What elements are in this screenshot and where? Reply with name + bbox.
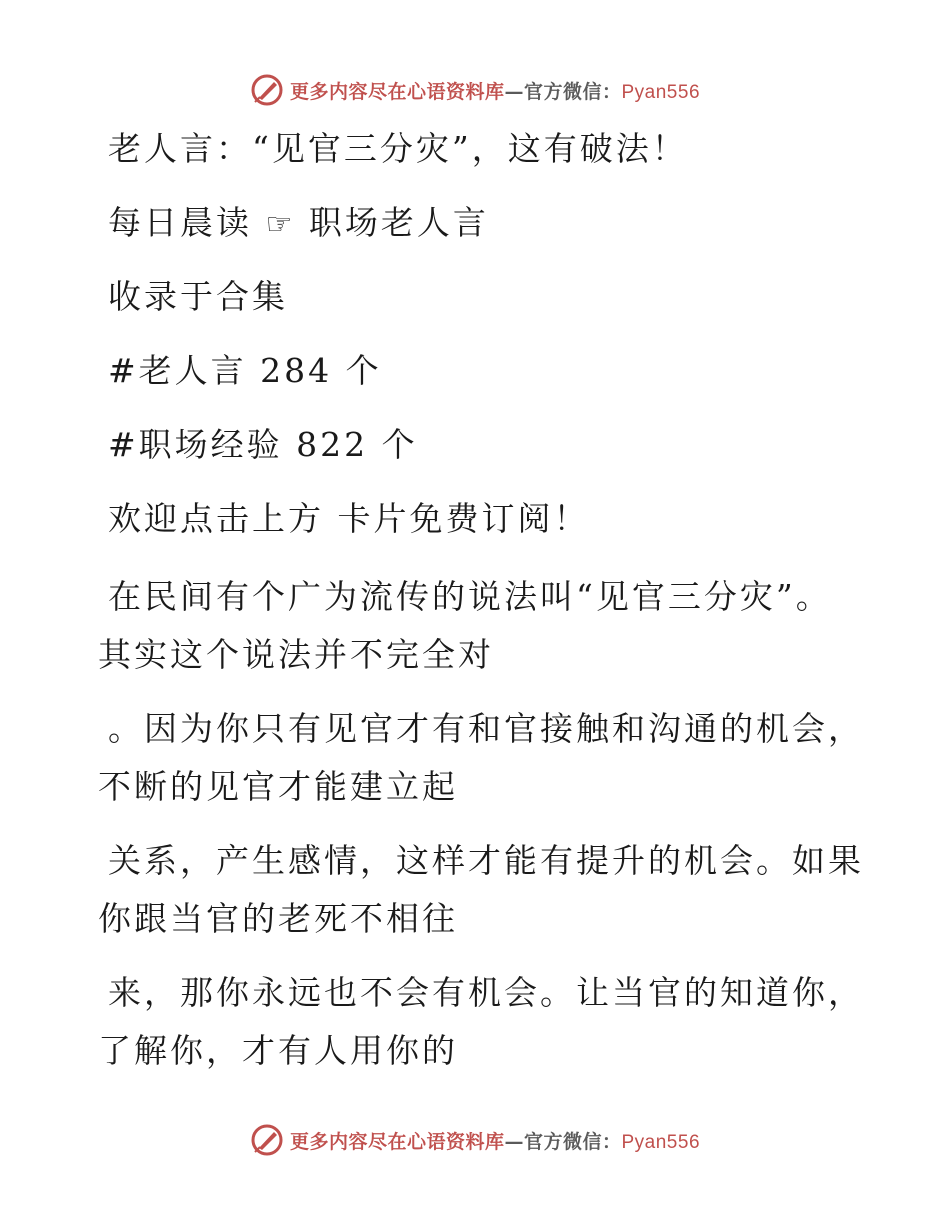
paragraph-2: 。因为你只有见官才有和官接触和沟通的机会， 不断的见官才能建立起 xyxy=(98,709,864,806)
article-body xyxy=(98,120,864,1080)
quill-pen-logo-icon xyxy=(250,73,284,107)
footer-banner xyxy=(0,1120,950,1160)
banner-text: 更多内容尽在心语资料库—官方微信：Pyan556 xyxy=(289,80,701,103)
tag-zhichang[interactable]: #职场经验 822 个 xyxy=(108,425,418,464)
wechat-id: Pyan556 xyxy=(621,81,701,103)
pointing-hand-icon: ☞ xyxy=(265,207,296,242)
paragraph-3: 关系，产生感情，这样才能有提升的机会。如果 你跟当官的老死不相往 xyxy=(98,841,864,938)
banner-text: 更多内容尽在心语资料库—官方微信：Pyan556 xyxy=(289,1130,701,1153)
quill-pen-logo-icon xyxy=(250,1123,284,1157)
paragraph-4: 来，那你永远也不会有机会。让当官的知道你， 了解你，才有人用你的 xyxy=(98,973,864,1070)
series-prefix: 每日晨读 xyxy=(108,203,252,242)
collection-label: 收录于合集 xyxy=(108,277,288,316)
paragraph-1: 在民间有个广为流传的说法叫“见官三分灾”。 其实这个说法并不完全对 xyxy=(98,577,832,674)
subscribe-text: 欢迎点击上方 卡片免费订阅！ xyxy=(108,499,590,538)
wechat-id: Pyan556 xyxy=(621,1131,701,1153)
series-name: 职场老人言 xyxy=(308,203,489,242)
article-title: 老人言：“见官三分灾”，这有破法！ xyxy=(108,129,688,168)
header-banner xyxy=(0,70,950,110)
tag-laorenyan[interactable]: #老人言 284 个 xyxy=(108,351,382,390)
series-line xyxy=(98,194,858,268)
